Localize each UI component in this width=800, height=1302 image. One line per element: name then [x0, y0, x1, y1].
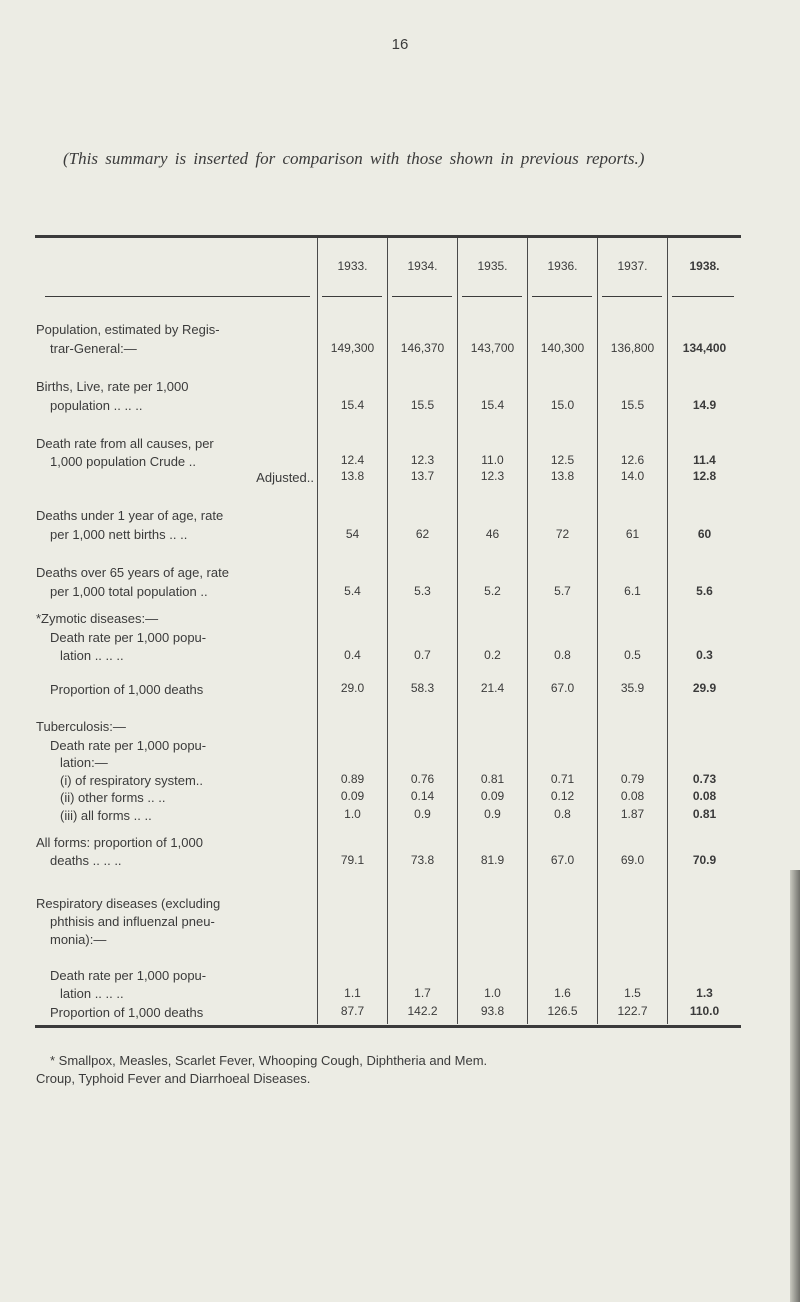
row-label-tuberculosis: lation:— — [60, 755, 108, 770]
cell-infant: 54 — [345, 527, 360, 541]
row-label-tb-proportion: deaths .. .. .. — [50, 853, 122, 868]
cell-infant: 62 — [415, 527, 430, 541]
year-header: 1934. — [407, 259, 438, 273]
cell-zymotic-prop: 29.9 — [692, 681, 717, 695]
page-number: 16 — [391, 36, 409, 53]
cell-tb-other: 0.12 — [550, 789, 575, 803]
cell-population: 134,400 — [682, 341, 727, 355]
cell-tb-prop: 81.9 — [480, 853, 505, 867]
cell-crude: 12.5 — [550, 453, 575, 467]
cell-zymotic-prop: 58.3 — [410, 681, 435, 695]
row-label-tb-all: (iii) all forms .. .. — [60, 808, 152, 823]
cell-resp-rate: 1.5 — [624, 986, 641, 1000]
column-divider — [597, 238, 598, 1024]
cell-tb-prop: 69.0 — [620, 853, 645, 867]
row-label-population: Population, estimated by Regis- — [36, 322, 220, 337]
page-edge-shadow — [790, 870, 800, 1302]
cell-births: 15.0 — [550, 398, 575, 412]
row-label-births: Births, Live, rate per 1,000 — [36, 379, 189, 394]
cell-infant: 46 — [485, 527, 500, 541]
row-label-tuberculosis: Death rate per 1,000 popu- — [50, 738, 207, 753]
year-header: 1935. — [477, 259, 508, 273]
row-label-respiratory: monia):— — [50, 932, 107, 947]
cell-resp-rate: 1.7 — [414, 986, 431, 1000]
cell-tb-all: 0.9 — [414, 807, 431, 821]
table-bottom-rule — [35, 1025, 741, 1028]
cell-over65: 5.6 — [696, 584, 713, 598]
cell-tb-prop: 73.8 — [410, 853, 435, 867]
column-divider — [527, 238, 528, 1024]
row-label-births: population .. .. .. — [50, 398, 143, 413]
footnote-line: * Smallpox, Measles, Scarlet Fever, Whooping Cough, Diphtheria and Mem. — [50, 1053, 488, 1068]
cell-tb-other: 0.09 — [480, 789, 505, 803]
cell-zymotic-rate: 0.8 — [554, 648, 571, 662]
cell-over65: 5.2 — [484, 584, 501, 598]
cell-crude: 12.6 — [620, 453, 645, 467]
cell-population: 149,300 — [330, 341, 375, 355]
row-label-over65: Deaths over 65 years of age, rate — [36, 565, 229, 580]
header-rule — [322, 296, 382, 297]
row-label-zymotic-proportion: Proportion of 1,000 deaths — [50, 682, 204, 697]
cell-tb-prop: 79.1 — [340, 853, 365, 867]
column-divider — [667, 238, 668, 1024]
cell-tb-resp: 0.76 — [410, 772, 435, 786]
header-rule — [462, 296, 522, 297]
header-rule — [672, 296, 734, 297]
cell-tb-other: 0.09 — [340, 789, 365, 803]
cell-zymotic-rate: 0.5 — [624, 648, 641, 662]
cell-crude: 11.4 — [693, 453, 716, 467]
cell-over65: 5.4 — [344, 584, 361, 598]
cell-births: 15.5 — [620, 398, 645, 412]
row-label-respiratory: phthisis and influenzal pneu- — [50, 914, 215, 929]
cell-tb-prop: 70.9 — [692, 853, 717, 867]
cell-births: 14.9 — [692, 398, 717, 412]
row-label-tb-respiratory: (i) of respiratory system.. — [60, 773, 204, 788]
cell-tb-other: 0.14 — [410, 789, 435, 803]
cell-infant: 72 — [555, 527, 570, 541]
year-header: 1938. — [689, 259, 720, 273]
cell-tb-other: 0.08 — [620, 789, 645, 803]
row-label-respiratory: Respiratory diseases (excluding — [36, 896, 221, 911]
cell-resp-rate: 1.1 — [344, 986, 361, 1000]
cell-population: 146,370 — [400, 341, 445, 355]
row-label-population: trar-General:— — [50, 341, 137, 356]
header-rule — [602, 296, 662, 297]
row-label-infant: per 1,000 nett births .. .. — [50, 527, 188, 542]
cell-over65: 6.1 — [624, 584, 641, 598]
row-label-zymotic: lation .. .. .. — [60, 648, 124, 663]
intro-note: (This summary is inserted for comparison with those shown in previous reports.) — [63, 149, 645, 168]
row-label-zymotic: Death rate per 1,000 popu- — [50, 630, 207, 645]
cell-zymotic-rate: 0.3 — [696, 648, 713, 662]
cell-tb-resp: 0.73 — [692, 772, 717, 786]
row-label-tb-other: (ii) other forms .. .. — [60, 790, 166, 805]
row-label-death-rate: Death rate from all causes, per — [36, 436, 214, 451]
cell-adjusted: 14.0 — [620, 469, 645, 483]
cell-over65: 5.7 — [554, 584, 571, 598]
cell-resp-prop: 122.7 — [617, 1004, 648, 1018]
row-label-resp-proportion: Proportion of 1,000 deaths — [50, 1005, 204, 1020]
cell-adjusted: 13.8 — [340, 469, 365, 483]
row-label-tuberculosis: Tuberculosis:— — [36, 719, 126, 734]
cell-tb-prop: 67.0 — [550, 853, 575, 867]
cell-tb-all: 0.9 — [484, 807, 501, 821]
cell-resp-rate: 1.0 — [484, 986, 501, 1000]
cell-zymotic-rate: 0.7 — [414, 648, 431, 662]
cell-tb-resp: 0.81 — [480, 772, 505, 786]
row-label-infant: Deaths under 1 year of age, rate — [36, 508, 224, 523]
cell-adjusted: 13.7 — [410, 469, 435, 483]
row-label-resp-rate: Death rate per 1,000 popu- — [50, 968, 207, 983]
cell-resp-prop: 87.7 — [340, 1004, 365, 1018]
cell-resp-rate: 1.6 — [554, 986, 571, 1000]
cell-tb-other: 0.08 — [692, 789, 717, 803]
column-divider — [387, 238, 388, 1024]
row-label-resp-rate: lation .. .. .. — [60, 986, 124, 1001]
year-header: 1937. — [617, 259, 648, 273]
cell-tb-all: 1.0 — [344, 807, 361, 821]
cell-resp-rate: 1.3 — [696, 986, 713, 1000]
cell-births: 15.4 — [340, 398, 365, 412]
cell-tb-resp: 0.89 — [340, 772, 365, 786]
year-header: 1936. — [547, 259, 578, 273]
cell-population: 140,300 — [540, 341, 585, 355]
header-rule — [532, 296, 592, 297]
cell-resp-prop: 126.5 — [547, 1004, 578, 1018]
cell-zymotic-prop: 21.4 — [480, 681, 505, 695]
cell-zymotic-prop: 67.0 — [550, 681, 575, 695]
cell-tb-all: 1.87 — [620, 807, 645, 821]
cell-over65: 5.3 — [414, 584, 431, 598]
cell-adjusted: 12.3 — [480, 469, 505, 483]
cell-adjusted: 12.8 — [692, 469, 717, 483]
cell-zymotic-rate: 0.2 — [484, 648, 501, 662]
cell-infant: 61 — [625, 527, 640, 541]
table-top-rule — [35, 235, 741, 238]
cell-births: 15.4 — [480, 398, 505, 412]
cell-infant: 60 — [697, 527, 712, 541]
row-label-zymotic: *Zymotic diseases:— — [36, 611, 159, 626]
cell-crude: 12.3 — [410, 453, 435, 467]
row-label-death-rate-crude: 1,000 population Crude .. — [50, 454, 196, 469]
header-rule — [392, 296, 452, 297]
cell-zymotic-rate: 0.4 — [344, 648, 361, 662]
cell-tb-all: 0.81 — [692, 807, 717, 821]
footnote-line: Croup, Typhoid Fever and Diarrhoeal Diseases. — [36, 1071, 311, 1086]
cell-zymotic-prop: 35.9 — [620, 681, 645, 695]
cell-tb-all: 0.8 — [554, 807, 571, 821]
cell-births: 15.5 — [410, 398, 435, 412]
footnote — [36, 1052, 742, 1088]
cell-population: 136,800 — [610, 341, 655, 355]
cell-resp-prop: 142.2 — [407, 1004, 438, 1018]
cell-crude: 12.4 — [340, 453, 365, 467]
cell-population: 143,700 — [470, 341, 515, 355]
row-label-tb-proportion: All forms: proportion of 1,000 — [36, 835, 203, 850]
cell-crude: 11.0 — [481, 453, 504, 467]
cell-resp-prop: 110.0 — [689, 1004, 720, 1018]
year-header: 1933. — [337, 259, 368, 273]
column-divider — [457, 238, 458, 1024]
cell-tb-resp: 0.71 — [550, 772, 575, 786]
header-rule — [45, 296, 310, 297]
row-label-death-rate-adjusted: Adjusted.. — [256, 470, 314, 485]
cell-tb-resp: 0.79 — [620, 772, 645, 786]
cell-resp-prop: 93.8 — [480, 1004, 505, 1018]
row-label-over65: per 1,000 total population .. — [50, 584, 208, 599]
cell-adjusted: 13.8 — [550, 469, 575, 483]
cell-zymotic-prop: 29.0 — [340, 681, 365, 695]
